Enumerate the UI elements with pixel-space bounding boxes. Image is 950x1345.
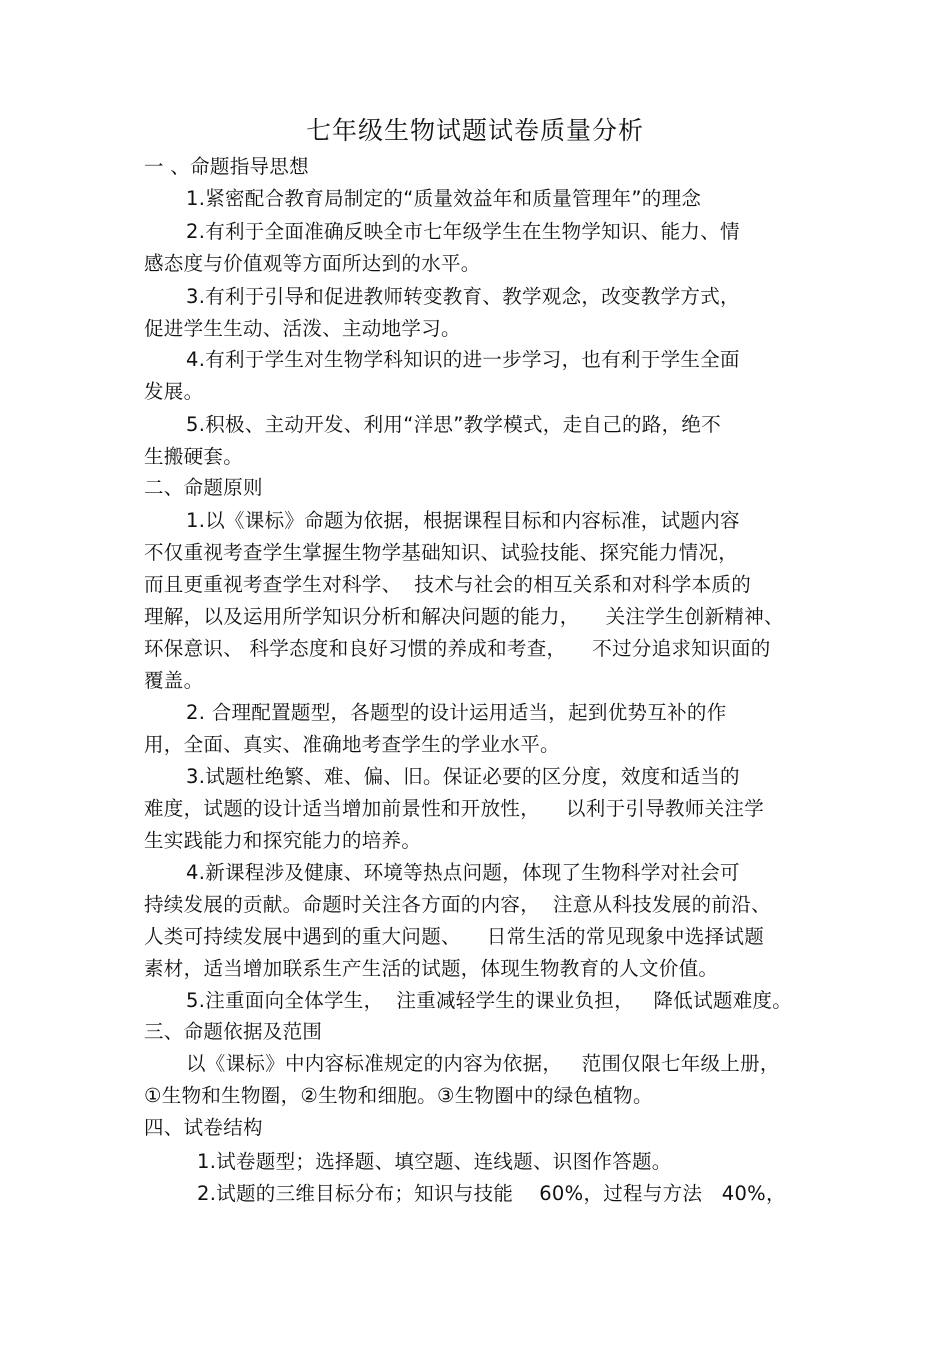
paragraph-line: 而且更重视考查学生对科学、 技术与社会的相互关系和对科学本质的 (144, 573, 751, 596)
paragraph-line: 5.积极、主动开发、利用“洋思”教学模式，走自己的路，绝不 (186, 413, 722, 436)
paragraph-line: 促进学生生动、活泼、主动地学习。 (144, 317, 461, 340)
paragraph-line: 3.有利于引导和促进教师转变教育、教学观念，改变教学方式， (186, 285, 740, 308)
paragraph-line: 以《课标》中内容标准规定的内容为依据， 范围仅限七年级上册， (186, 1052, 780, 1075)
paragraph-line: 3.试题杜绝繁、难、偏、旧。保证必要的区分度，效度和适当的 (186, 765, 740, 788)
paragraph-line: 生搬硬套。 (144, 445, 244, 468)
section-heading-3: 三、命题依据及范围 (144, 1020, 323, 1043)
paragraph-line: 2. 合理配置题型，各题型的设计运用适当，起到优势互补的作 (186, 701, 727, 724)
paragraph-line: 感态度与价值观等方面所达到的水平。 (144, 252, 481, 275)
paragraph-line: 4.有利于学生对生物学科知识的进一步学习，也有利于学生全面 (186, 348, 740, 371)
paragraph-line: 难度，试题的设计适当增加前景性和开放性， 以利于引导教师关注学 (144, 797, 764, 820)
paragraph-line: 覆盖。 (144, 669, 204, 692)
paragraph-line: 素材，适当增加联系生产生活的试题，体现生物教育的人文价值。 (144, 957, 719, 980)
paragraph-line: 2.试题的三维目标分布；知识与技能 60%，过程与方法 40%， (197, 1182, 786, 1205)
paragraph-line: 1.以《课标》命题为依据，根据课程目标和内容标准，试题内容 (186, 509, 740, 532)
paragraph-line: 2.有利于全面准确反映全市七年级学生在生物学知识、能力、情 (186, 220, 740, 243)
paragraph-line: 1.紧密配合教育局制定的“质量效益年和质量管理年”的理念 (186, 187, 702, 210)
paragraph-line: ①生物和生物圈，②生物和细胞。③生物圈中的绿色植物。 (144, 1084, 653, 1107)
paragraph-line: 5.注重面向全体学生， 注重减轻学生的课业负担， 降低试题难度。 (186, 989, 793, 1012)
paragraph-line: 理解，以及运用所学知识分析和解决问题的能力， 关注学生创新精神、 (144, 605, 784, 628)
section-heading-2: 二、命题原则 (144, 476, 263, 499)
section-heading-4: 四、试卷结构 (144, 1116, 263, 1139)
paragraph-line: 不仅重视考查学生掌握生物学基础知识、试验技能、探究能力情况， (144, 541, 739, 564)
paragraph-line: 持续发展的贡献。命题时关注各方面的内容， 注意从科技发展的前沿、 (144, 893, 771, 916)
paragraph-line: 1.试卷题型；选择题、填空题、连线题、识图作答题。 (197, 1150, 672, 1173)
paragraph-line: 生实践能力和探究能力的培养。 (144, 829, 422, 852)
section-heading-1: 一 、命题指导思想 (144, 155, 309, 178)
paragraph-line: 4.新课程涉及健康、环境等热点问题，体现了生物科学对社会可 (186, 861, 740, 884)
paragraph-line: 发展。 (144, 380, 204, 403)
paragraph-line: 人类可持续发展中遇到的重大问题、 日常生活的常见现象中选择试题 (144, 925, 764, 948)
paragraph-line: 环保意识、 科学态度和良好习惯的养成和考查， 不过分追求知识面的 (144, 637, 771, 660)
paragraph-line: 用，全面、真实、准确地考查学生的学业水平。 (144, 733, 560, 756)
document-title: 七年级生物试题试卷质量分析 (305, 116, 644, 145)
